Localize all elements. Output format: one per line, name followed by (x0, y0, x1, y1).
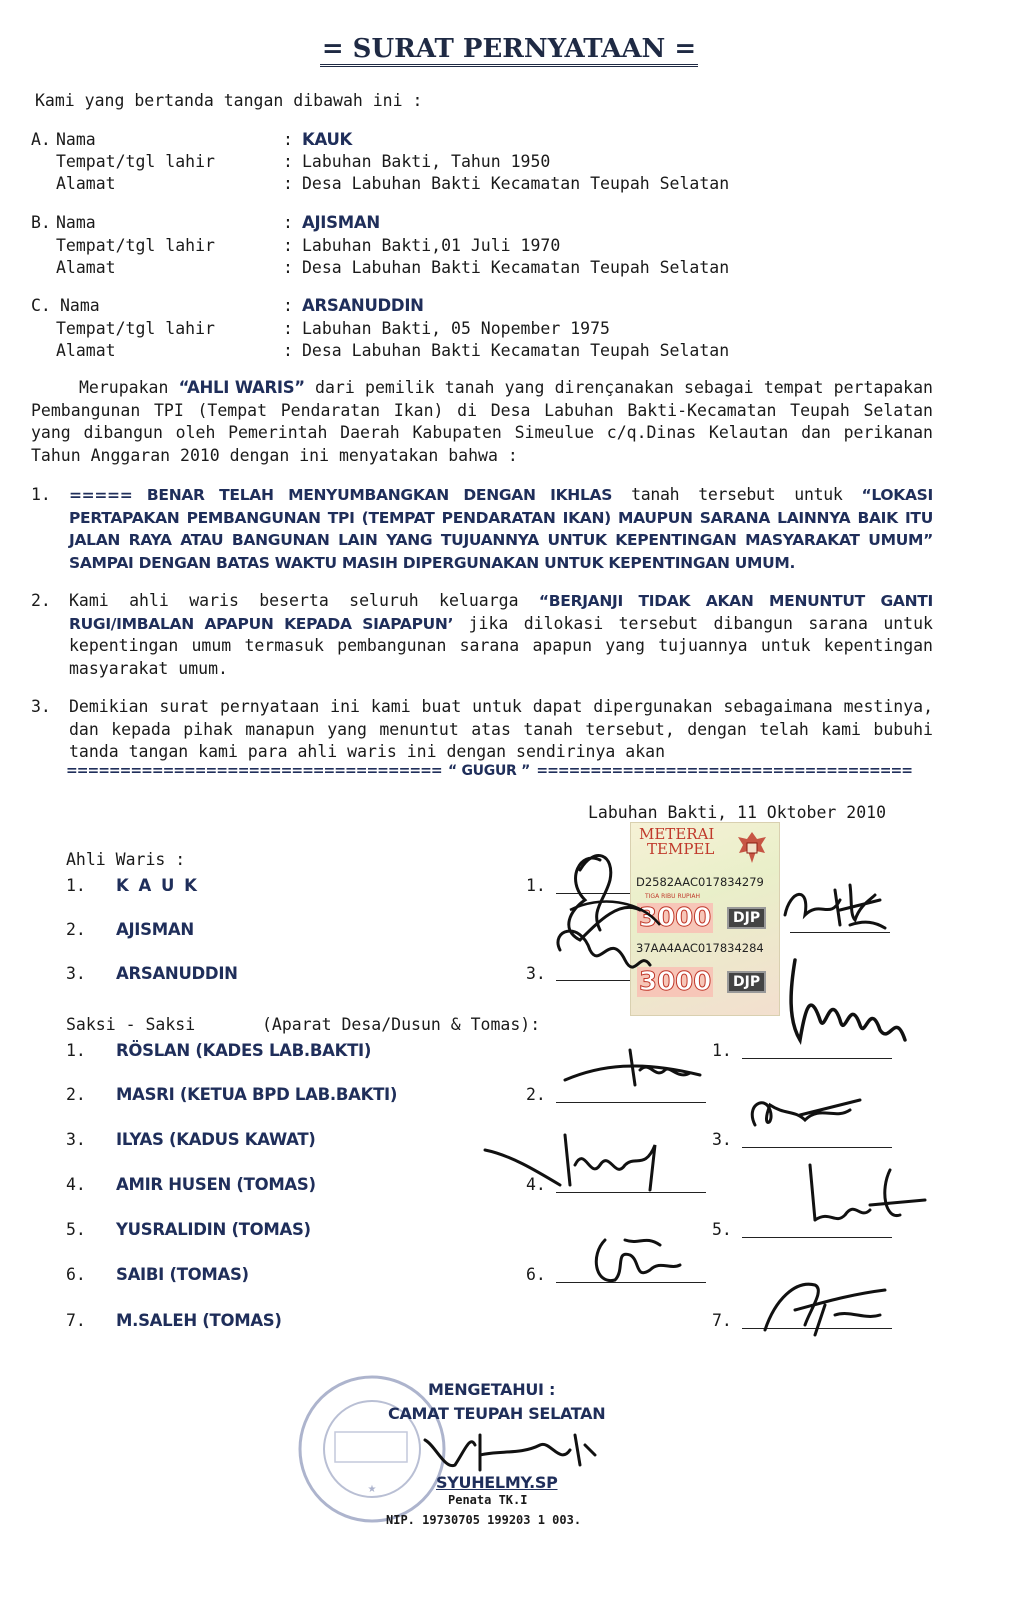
heir-signatures-1-3-icon (540, 840, 740, 1010)
intro-text: Kami yang bertanda tangan dibawah ini : (35, 91, 423, 110)
camat-rank: Penata TK.I (448, 1493, 528, 1507)
place-date: Labuhan Bakti, 11 Oktober 2010 (588, 803, 887, 822)
camat-name: SYUHELMY.SP (436, 1473, 558, 1492)
person-c-birth-label: Tempat/tgl lahir (56, 319, 215, 338)
point-1: 1. ===== BENAR TELAH MENYUMBANGKAN DENGAN IKHLAS tanah tersebut untuk “LOKASI PERTAPAKAN PEMBANGUNAN TPI (TEMPAT PENDARATAN IKAN) MAUPUN SARANA LAINNYA BAIK ITU JALAN RAYA ATAU BANGUNAN LAIN YANG TUJUANNYA UNTUK KEPENTINGAN MASYARAKAT UMUM” SAMPAI DENGAN BATAS WAKTU MASIH DIPERGUNAKAN UNTUK KEPENTINGAN UMUM. (31, 485, 933, 572)
witness-3-name: ILYAS (KADUS KAWAT) (116, 1130, 316, 1149)
svg-text:★: ★ (367, 1484, 377, 1495)
witness-6-signature-icon (585, 1225, 705, 1295)
person-c-name: ARSANUDDIN (302, 296, 424, 315)
witness-1-sig-num: 1. (712, 1041, 732, 1060)
witness-1-num: 1. (66, 1041, 86, 1060)
person-c-letter: C. (31, 296, 51, 315)
heir-1-name: K A U K (116, 876, 199, 895)
witness-2-name: MASRI (KETUA BPD LAB.BAKTI) (116, 1085, 398, 1104)
witness-3-num: 3. (66, 1130, 86, 1149)
heirs-label: Ahli Waris : (66, 850, 186, 869)
person-a-birth: Labuhan Bakti, Tahun 1950 (302, 152, 551, 171)
colon: : (283, 341, 293, 360)
colon: : (283, 258, 293, 277)
heir-2-name: AJISMAN (116, 920, 194, 939)
witness-2-signature-icon (560, 1045, 710, 1100)
witness-5-num: 5. (66, 1220, 86, 1239)
approval-line-2: CAMAT TEUPAH SELATAN (388, 1404, 606, 1423)
approval-line-1: MENGETAHUI : (428, 1380, 556, 1399)
meterai-value-1: 3000 (639, 903, 712, 933)
camat-nip: NIP. 19730705 199203 1 003. (386, 1513, 582, 1527)
person-a-name-label: Nama (56, 130, 96, 149)
witness-6-name: SAIBI (TOMAS) (116, 1265, 249, 1284)
witness-3-sig-line (742, 1147, 892, 1148)
witness-5-name: YUSRALIDIN (TOMAS) (116, 1220, 311, 1239)
heir-3-sig-num: 3. (526, 964, 546, 983)
camat-signature-icon (420, 1425, 610, 1475)
meterai-djp-2: DJP (727, 971, 766, 993)
heir-1-num: 1. (66, 876, 86, 895)
witness-5-sig-num: 5. (712, 1220, 732, 1239)
heir-2-num: 2. (66, 920, 86, 939)
person-c-name-label: Nama (60, 296, 100, 315)
heir-3-num: 3. (66, 964, 86, 983)
witness-4-signature-icon (480, 1125, 680, 1200)
person-b-name: AJISMAN (302, 213, 380, 232)
witness-6-num: 6. (66, 1265, 86, 1284)
gugur-line: =================================== “ GUGUR ” =================================== (66, 763, 912, 779)
witness-6-sig-num: 6. (526, 1265, 546, 1284)
witness-1-signature-icon (780, 950, 920, 1060)
witness-label: Saksi - Saksi (66, 1015, 196, 1034)
person-b-birth-label: Tempat/tgl lahir (56, 236, 215, 255)
heir-2-signature-icon (780, 870, 890, 940)
witness-3-signature-icon (740, 1085, 870, 1140)
witness-7-sig-num: 7. (712, 1311, 732, 1330)
witness-7-name: M.SALEH (TOMAS) (116, 1311, 282, 1330)
meterai-serial-1: D2582AAC017834279 (636, 875, 764, 889)
witness-7-signature-icon (755, 1270, 895, 1340)
person-b-birth: Labuhan Bakti,01 Juli 1970 (302, 236, 561, 255)
person-b-letter: B. (31, 213, 51, 232)
witness-2-num: 2. (66, 1085, 86, 1104)
meterai-value-2: 3000 (639, 967, 712, 997)
person-a-name: KAUK (302, 130, 353, 149)
colon: : (283, 319, 293, 338)
person-a-address: Desa Labuhan Bakti Kecamatan Teupah Selatan (302, 174, 730, 193)
person-c-address: Desa Labuhan Bakti Kecamatan Teupah Selatan (302, 341, 730, 360)
colon: : (283, 130, 293, 149)
colon: : (283, 213, 293, 232)
person-b-address-label: Alamat (56, 258, 116, 277)
witness-4-sig-num: 4. (526, 1175, 546, 1194)
person-a-address-label: Alamat (56, 174, 116, 193)
witness-4-name: AMIR HUSEN (TOMAS) (116, 1175, 316, 1194)
person-a-letter: A. (31, 130, 51, 149)
point-2: 2. Kami ahli waris beserta seluruh keluarga “BERJANJI TIDAK AKAN MENUNTUT GANTI RUGI/IMBALAN APAPUN KEPADA SIAPAPUN’ jika dilokasi tersebut dibangun sarana untuk kepentingan umum termasuk pembangunan sarana apapun yang tujuannya untuk kepentingan masyarakat umum. (31, 591, 933, 678)
colon: : (283, 174, 293, 193)
heir-3-name: ARSANUDDIN (116, 964, 238, 983)
point-3: 3. Demikian surat pernyataan ini kami buat untuk dapat dipergunakan sebagaimana mestinya, dan kepada pihak manapun yang menuntut atas tanah tersebut, dengan telah kami bubuhi tanda tangan kami para ahli waris ini dengan sendirinya akan (31, 697, 933, 761)
meterai-djp-1: DJP (727, 907, 766, 929)
colon: : (283, 152, 293, 171)
statement-paragraph: Merupakan “AHLI WARIS” dari pemilik tanah yang dirençanakan sebagai tempat pertapakan Pembangunan TPI (Tempat Pendaratan Ikan) di Desa Labuhan Bakti-Kecamatan Teupah Selatan yang dibangun oleh Pemerintah Daerah Kabupaten Simeulue c/q.Dinas Kelautan dan perikanan Tahun Anggaran 2010 dengan ini menyatakan bahwa : (31, 378, 933, 465)
witness-3-sig-num: 3. (712, 1130, 732, 1149)
meterai-value-words: TIGA RIBU RUPIAH (645, 893, 701, 900)
witness-5-signature-icon (790, 1160, 930, 1240)
meterai-serial-2: 37AA4AAC017834284 (636, 941, 764, 955)
witness-4-num: 4. (66, 1175, 86, 1194)
witness-7-num: 7. (66, 1311, 86, 1330)
witness-note: (Aparat Desa/Dusun & Tomas): (262, 1015, 541, 1034)
person-b-address: Desa Labuhan Bakti Kecamatan Teupah Selatan (302, 258, 730, 277)
ahli-waris-term: “AHLI WARIS” (178, 378, 305, 397)
person-b-name-label: Nama (56, 213, 96, 232)
heir-1-sig-num: 1. (526, 876, 546, 895)
person-a-birth-label: Tempat/tgl lahir (56, 152, 215, 171)
colon: : (283, 236, 293, 255)
witness-2-sig-num: 2. (526, 1085, 546, 1104)
witness-1-name: RÖSLAN (KADES LAB.BAKTI) (116, 1041, 372, 1060)
garuda-emblem-icon (735, 829, 769, 869)
document-title: = SURAT PERNYATAAN = (0, 34, 1018, 64)
person-c-address-label: Alamat (56, 341, 116, 360)
person-c-birth: Labuhan Bakti, 05 Nopember 1975 (302, 319, 610, 338)
colon: : (283, 296, 293, 315)
witness-2-sig-line (556, 1102, 706, 1103)
meterai-label: METERAI TEMPEL (639, 825, 715, 858)
